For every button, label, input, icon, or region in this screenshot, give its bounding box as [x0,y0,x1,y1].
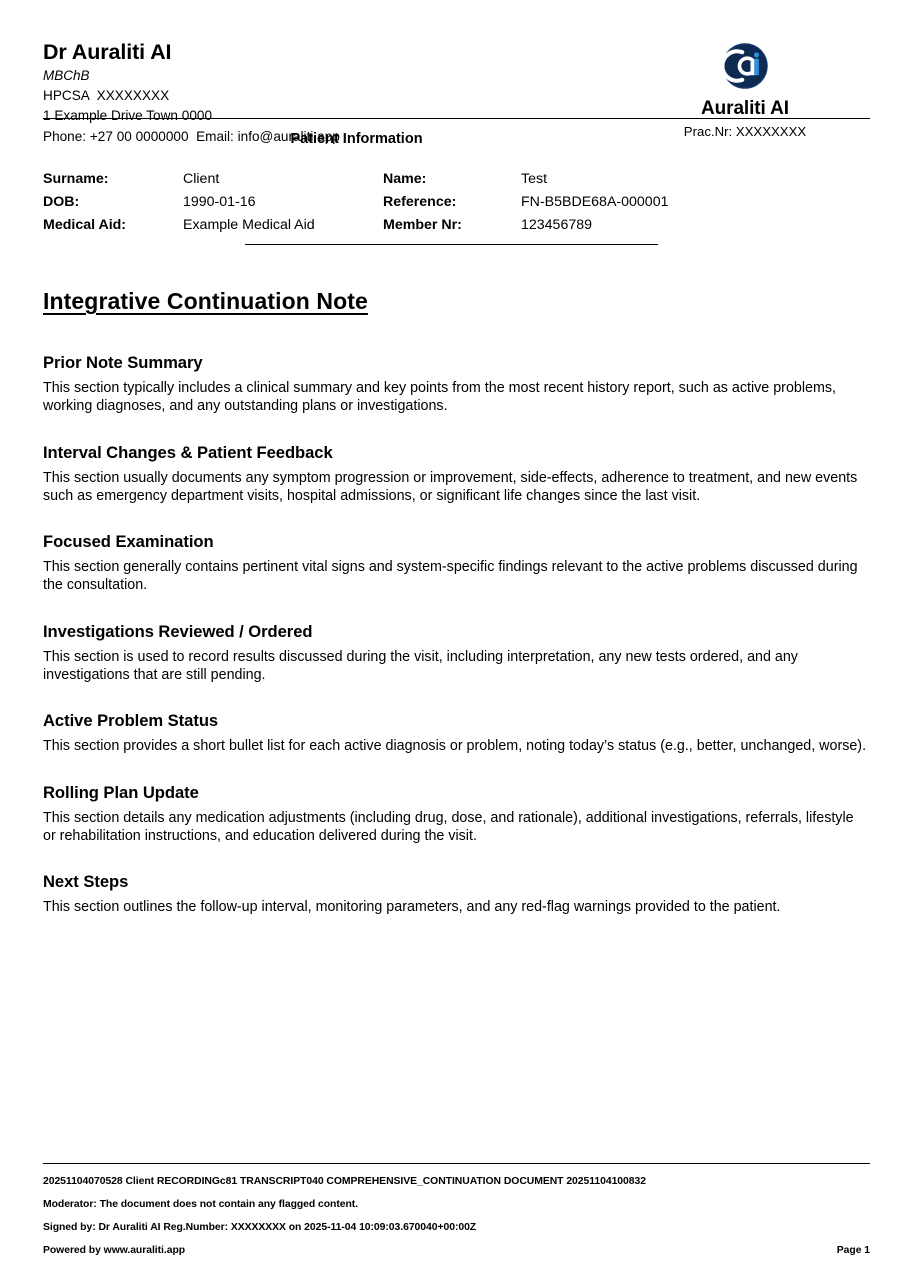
auraliti-circle-logo-icon [722,43,768,89]
page-number: Page 1 [836,1245,870,1257]
footer-bottom-row [43,1244,870,1258]
practice-number: Prac.Nr: XXXXXXXX [683,123,807,139]
section-body: This section usually documents any symptom progression or improvement, side-effects, adherence to treatment, and new events such as emergency department visits, hospital admissions, or significant life changes since the last visit. [43,469,858,504]
patient-field-label: Surname: [43,171,109,187]
practice-address: 1 Example Drive Town 0000 [43,108,213,124]
brand-block [620,43,870,140]
patient-information-title: Patient Information [290,131,423,147]
section-heading: Rolling Plan Update [43,782,199,802]
patient-field-label: Reference: [383,194,457,210]
document-section [43,443,870,506]
patient-field-value: Example Medical Aid [183,217,315,233]
document-section [43,532,870,595]
section-body: This section details any medication adjustments (including drug, dose, and rationale), additional investigations, referrals, lifestyle or rehabilitation instructions, and education delivered during the visit. [43,809,854,844]
section-heading: Focused Examination [43,532,214,552]
moderator-status: Moderator: The document does not contain any flagged content. [43,1199,359,1211]
patient-field-label: Medical Aid: [43,217,127,233]
practitioner-details [43,40,603,147]
patient-field-label: DOB: [43,194,80,210]
document-section [43,353,870,416]
section-body: This section generally contains pertinent vital signs and system-specific findings relevant to the active problems discussed during the consultation. [43,559,858,594]
document-sections [43,353,870,917]
section-heading: Interval Changes & Patient Feedback [43,442,333,462]
section-body: This section provides a short bullet list for each active diagnosis or problem, noting today’s status (e.g., better, unchanged, worse). [43,738,867,755]
document-section [43,783,870,846]
practitioner-name: Dr Auraliti AI [43,40,172,64]
patient-field-value: FN-B5BDE68A-000001 [521,194,669,210]
section-body: This section typically includes a clinical summary and key points from the most recent history report, such as active problems, working diagnoses, and any outstanding plans or investigations. [43,380,837,415]
section-heading: Active Problem Status [43,711,219,731]
section-heading: Prior Note Summary [43,353,203,372]
document-footer [43,1163,870,1258]
document-id: 20251104070528 Client RECORDINGc81 TRANSCRIPT040 COMPREHENSIVE_CONTINUATION DOCUMENT 20251104100832 [43,1176,646,1187]
practice-contact: Phone: +27 00 0000000 Email: info@auraliti.app [43,128,340,144]
signature-line: Signed by: Dr Auraliti AI Reg.Number: XXXXXXXX on 2025-11-04 10:09:03.670040+00:00Z [43,1222,477,1234]
patient-information-grid [43,168,870,237]
document-section [43,622,870,685]
section-heading: Investigations Reviewed / Ordered [43,621,313,641]
practitioner-qualification: MBChB [43,68,90,84]
patient-field-value: 123456789 [521,217,593,233]
patient-field-value: Client [183,171,220,187]
footer-divider [43,1163,870,1164]
document-section [43,711,870,755]
patient-field-value: 1990-01-16 [183,194,256,210]
document-section [43,872,870,916]
patient-information-divider [245,244,658,245]
page-content [43,0,870,917]
document-title: Integrative Continuation Note [43,288,368,314]
practitioner-registration: HPCSA XXXXXXXX [43,87,170,103]
patient-field-label: Name: [383,171,427,187]
patient-field-label: Member Nr: [383,217,462,233]
section-body: This section outlines the follow-up interval, monitoring parameters, and any red-flag warnings provided to the patient. [43,899,781,916]
section-body: This section is used to record results discussed during the visit, including interpretation, any new tests ordered, and any investigations that are still pending. [43,648,798,684]
powered-by-link[interactable]: Powered by www.auraliti.app [43,1245,186,1257]
logo-wrap [620,43,870,89]
patient-field-value: Test [521,171,548,187]
section-heading: Next Steps [43,872,129,892]
brand-name: Auraliti AI [701,98,789,119]
